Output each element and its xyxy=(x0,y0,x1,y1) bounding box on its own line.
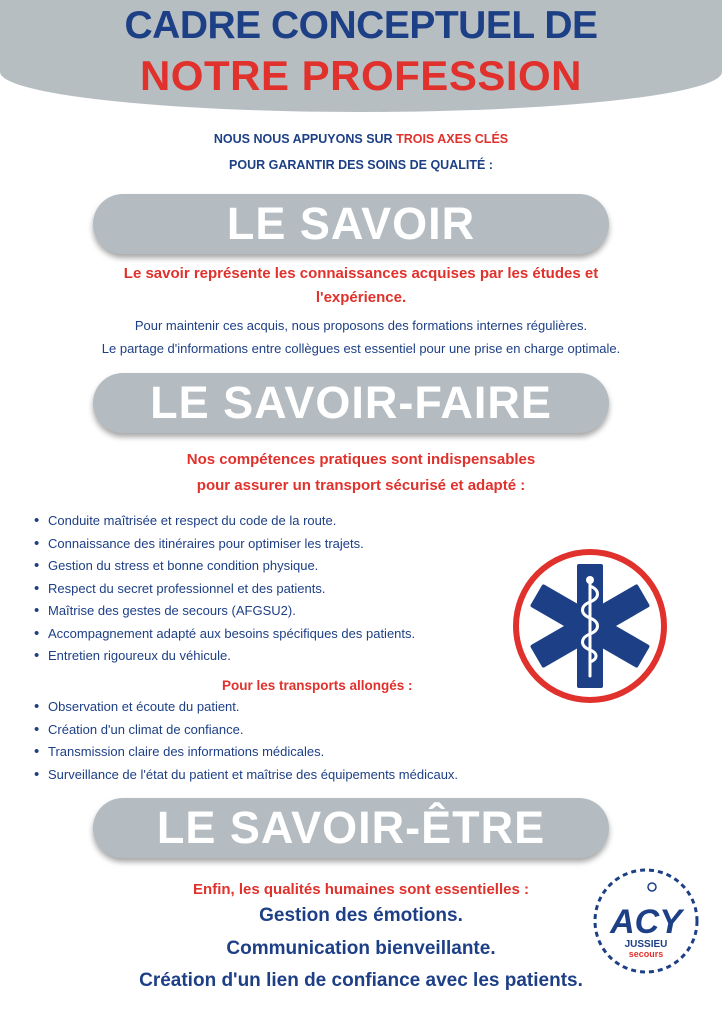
savoir-faire-lead-1: Nos compétences pratiques sont indispensables xyxy=(186,451,536,468)
list-item: • Gestion du stress et bonne condition physique. xyxy=(34,555,415,578)
title-line-2: NOTRE PROFESSION xyxy=(139,52,583,99)
quality-2: Communication bienveillante. xyxy=(226,938,496,959)
subheading-transports-allonges: Pour les transports allongés : xyxy=(222,678,413,693)
list-item: • Connaissance des itinéraires pour optimiser les trajets. xyxy=(34,533,415,556)
section-title-savoir-faire: LE SAVOIR-FAIRE xyxy=(93,373,609,433)
list-item: • Observation et écoute du patient. xyxy=(34,696,458,719)
list-item: • Respect du secret professionnel et des patients. xyxy=(34,578,415,601)
skills-list xyxy=(34,510,415,668)
list-item: • Création d'un climat de confiance. xyxy=(34,719,458,742)
quality-1: Gestion des émotions. xyxy=(259,905,463,926)
section-title-savoir-etre: LE SAVOIR-ÊTRE xyxy=(93,798,609,858)
section-title-savoir: LE SAVOIR xyxy=(93,194,609,254)
logo-name: JUSSIEU xyxy=(624,939,668,950)
quality-3: Création d'un lien de confiance avec les patients. xyxy=(139,970,583,991)
list-item: • Entretien rigoureux du véhicule. xyxy=(34,645,415,668)
savoir-faire-lead-2: pour assurer un transport sécurisé et adapté : xyxy=(196,477,526,494)
savoir-etre-lead: Enfin, les qualités humaines sont essentielles : xyxy=(193,881,529,898)
star-of-life-icon xyxy=(512,548,668,704)
savoir-text-1: Pour maintenir ces acquis, nous proposons des formations internes régulières. xyxy=(134,318,588,333)
title-line-1: CADRE CONCEPTUEL DE xyxy=(124,4,598,47)
list-item: • Surveillance de l'état du patient et maîtrise des équipements médicaux. xyxy=(34,764,458,787)
list-item: • Transmission claire des informations médicales. xyxy=(34,741,458,764)
intro-prefix: NOUS NOUS APPUYONS SUR xyxy=(213,132,397,146)
jussieu-secours-logo xyxy=(592,867,700,975)
logo-mark: ACY xyxy=(610,903,682,941)
list-item: • Maîtrise des gestes de secours (AFGSU2). xyxy=(34,600,415,623)
intro-highlight: TROIS AXES CLÉS xyxy=(396,132,509,146)
savoir-lead-1: Le savoir représente les connaissances acquises par les études et xyxy=(123,265,599,282)
savoir-text-2: Le partage d'informations entre collègues est essentiel pour une prise en charge optimale. xyxy=(101,341,621,356)
list-item: • Conduite maîtrisée et respect du code de la route. xyxy=(34,510,415,533)
intro-line-1 xyxy=(0,132,722,146)
savoir-lead-2: l'expérience. xyxy=(315,289,407,306)
transport-list xyxy=(34,696,458,786)
logo-sub: secours xyxy=(628,949,664,959)
list-item: • Accompagnement adapté aux besoins spécifiques des patients. xyxy=(34,623,415,646)
intro-line-2: POUR GARANTIR DES SOINS DE QUALITÉ : xyxy=(229,158,493,172)
